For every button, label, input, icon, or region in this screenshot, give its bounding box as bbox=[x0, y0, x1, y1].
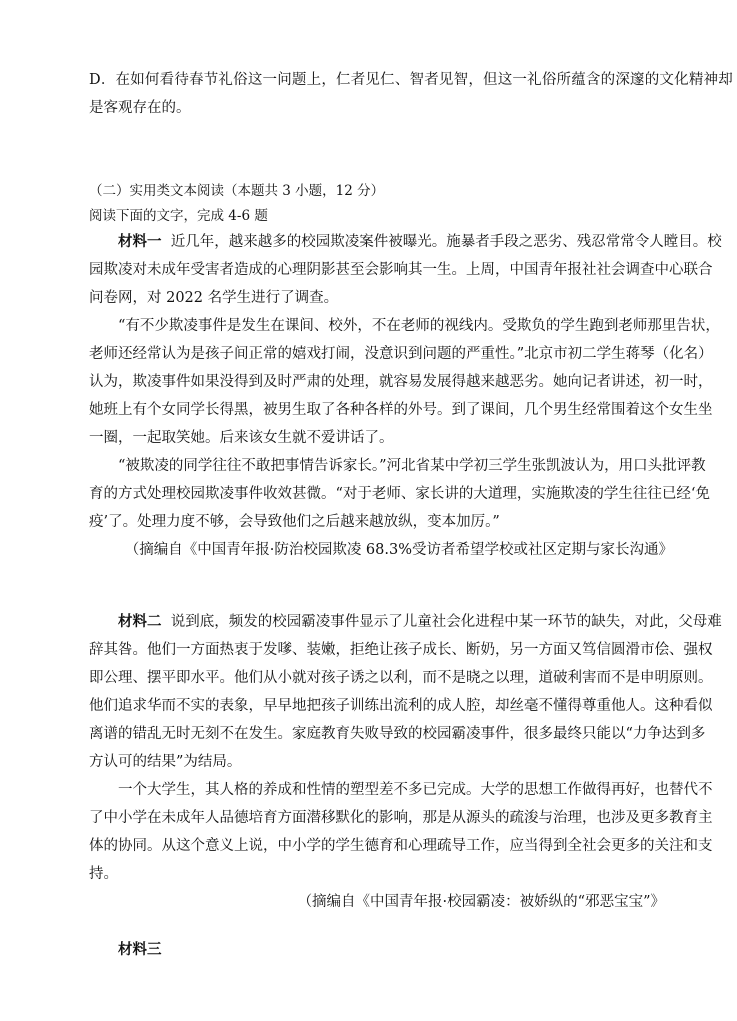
option-d-line-2: 是客观存在的。 bbox=[89, 100, 191, 116]
material1-first-line bbox=[118, 232, 722, 252]
section-heading: （二）实用类文本阅读（本题共 3 小题，12 分） bbox=[89, 183, 385, 199]
material2-line: 他们追求华而不实的表象，早早地把孩子训练出流利的成人腔，却丝毫不懂得尊重他人。这种看似 bbox=[89, 698, 713, 714]
material3-label: 材料三 bbox=[118, 941, 162, 958]
material2-line: 方认可的结果”为结局。 bbox=[89, 754, 242, 770]
material2-line: 离谱的错乱无时无刻不在发生。家庭教育失败导致的校园霸凌事件，很多最终只能以“力争达到多 bbox=[89, 726, 706, 742]
material2-line: 一个大学生，其人格的养成和性情的塑型差不多已完成。大学的思想工作做得再好，也替代不 bbox=[118, 782, 713, 798]
material2-text: 说到底，频发的校园霸凌事件显示了儿童社会化进程中某一环节的缺失，对此，父母难 bbox=[170, 614, 722, 630]
material2-label: 材料二 bbox=[118, 613, 162, 630]
material2-line: 持。 bbox=[89, 866, 118, 882]
material2-first-line bbox=[118, 612, 722, 632]
material1-line: 疫’了。处理力度不够，会导致他们之后越来越放纵，变本加厉。” bbox=[89, 514, 500, 530]
material2-line: 了中小学在未成年人品德培育方面潜移默化的影响，那是从源头的疏浚与治理，也涉及更多教育主 bbox=[89, 810, 713, 826]
material1-line: “被欺凌的同学往往不敢把事情告诉家长。”河北省某中学初三学生张凯波认为，用口头批评教 bbox=[118, 458, 706, 474]
material1-line: 问卷网，对 2022 名学生进行了调查。 bbox=[89, 290, 339, 306]
material1-line: 园欺凌对未成年受害者造成的心理阴影甚至会影响其一生。上周，中国青年报社社会调查中心联合 bbox=[89, 262, 713, 278]
instruction: 阅读下面的文字，完成 4-6 题 bbox=[89, 208, 268, 224]
material1-line: 老师还经常认为是孩子间正常的嬉戏打闹，没意识到问题的严重性。”北京市初二学生蒋琴（化名） bbox=[89, 346, 713, 362]
material1-line: 育的方式处理校园欺凌事件收效甚微。“对于老师、家长讲的大道理，实施欺凌的学生往往已经‘免 bbox=[89, 486, 711, 502]
material1-label: 材料一 bbox=[118, 233, 162, 250]
material2-line: 辞其咎。他们一方面热衷于发嗲、装嫩，拒绝让孩子成长、断奶，另一方面又笃信圆滑市侩、强权 bbox=[89, 642, 713, 658]
material1-line: “有不少欺凌事件是发生在课间、校外，不在老师的视线内。受欺负的学生跑到老师那里告状， bbox=[118, 318, 720, 334]
material1-source: （摘编自《中国青年报·防治校园欺凌 68.3%受访者希望学校或社区定期与家长沟通》 bbox=[124, 542, 673, 558]
material1-line: 一圈，一起取笑她。后来该女生就不爱讲话了。 bbox=[89, 430, 394, 446]
material2-line: 体的协同。从这个意义上说，中小学的学生德育和心理疏导工作，应当得到全社会更多的关注和支 bbox=[89, 838, 713, 854]
material1-line: 她班上有个女同学长得黑，被男生取了各种各样的外号。到了课间，几个男生经常围着这个女生坐 bbox=[89, 402, 713, 418]
material1-text: 近几年，越来越多的校园欺凌案件被曝光。施暴者手段之恶劣、残忍常常令人瞠目。校 bbox=[170, 234, 722, 250]
material1-line: 认为，欺凌事件如果没得到及时严肃的处理，就容易发展得越来越恶劣。她向记者讲述，初一时， bbox=[89, 374, 713, 390]
option-d-line-1: D．在如何看待春节礼俗这一问题上，仁者见仁、智者见智，但这一礼俗所蕴含的深邃的文化精神却 bbox=[89, 72, 733, 88]
material2-line: 即公理、摆平即水平。他们从小就对孩子诱之以利，而不是晓之以理，道破利害而不是申明原则。 bbox=[89, 670, 713, 686]
material2-source: （摘编自《中国青年报·校园霸凌：被娇纵的“邪恶宝宝”》 bbox=[297, 894, 665, 910]
